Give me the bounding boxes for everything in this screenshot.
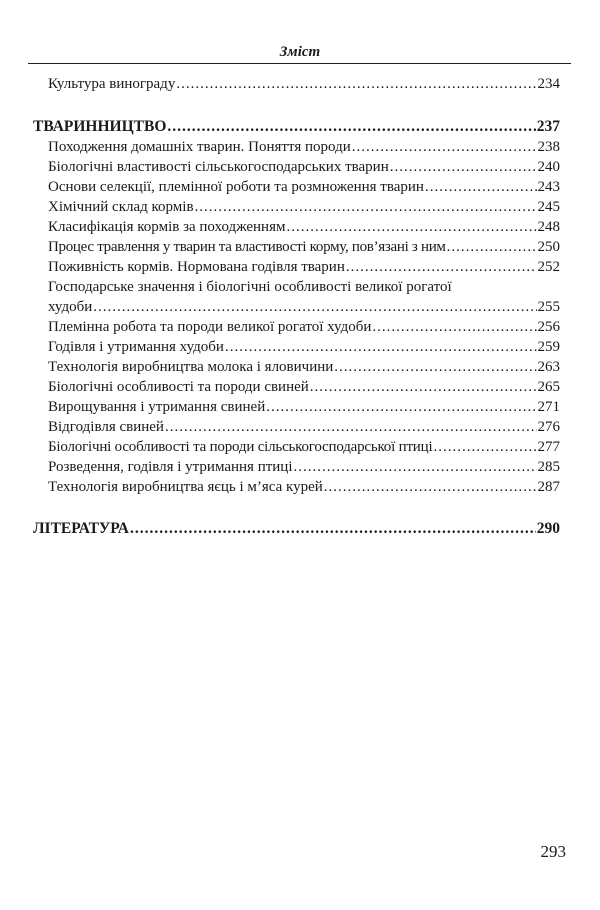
toc-entry-title: Вирощування і утримання свиней [48, 399, 266, 415]
leader-dots [425, 176, 537, 198]
leader-dots [165, 416, 537, 438]
leader-dots [266, 396, 536, 418]
toc-section-page: 237 [536, 118, 560, 135]
toc-section-page: 290 [536, 520, 560, 537]
toc-entry-title: Основи селекції, племінної роботи та розмноження тварин [48, 179, 424, 195]
toc-entry-page: 238 [537, 139, 560, 155]
toc-entry[interactable] [0, 176, 600, 198]
leader-dots [447, 236, 537, 258]
toc-section-references[interactable] [0, 518, 600, 540]
toc-entry-page: 256 [537, 319, 560, 335]
leader-dots [176, 73, 536, 95]
toc-entry-page: 287 [537, 479, 560, 495]
toc-entry[interactable] [0, 216, 600, 238]
toc-section-title: ЛІТЕРАТУРА [33, 520, 129, 537]
toc-entry-page: 243 [537, 179, 560, 195]
toc-entry-page: 277 [537, 439, 560, 455]
toc-entry-title: Біологічні особливості та породи свиней [48, 379, 309, 395]
toc-entry-page: 255 [537, 299, 560, 315]
toc-entry[interactable] [0, 156, 600, 178]
toc-entry-page: 265 [537, 379, 560, 395]
toc-entry-title: Технологія виробництва яєць і м’яса курей [48, 479, 323, 495]
leader-dots [334, 356, 536, 378]
toc-entry-title: Біологічні особливості та породи сільськогосподарської птиці [48, 439, 433, 455]
toc-entry-title-line1[interactable]: Господарське значення і біологічні особливості великої рогатої [48, 279, 452, 295]
toc-entry[interactable] [0, 436, 600, 458]
toc-entry-title: худоби [48, 299, 93, 315]
toc-entry[interactable] [0, 316, 600, 338]
leader-dots [286, 216, 536, 238]
toc-entry[interactable] [0, 73, 600, 95]
leader-dots [130, 518, 536, 540]
toc-entry-page: 271 [537, 399, 560, 415]
leader-dots [195, 196, 537, 218]
toc-entry[interactable] [0, 376, 600, 398]
toc-entry[interactable] [0, 416, 600, 438]
toc-entry-page: 248 [537, 219, 560, 235]
toc-entry-page: 263 [537, 359, 560, 375]
leader-dots [324, 476, 537, 498]
toc-entry[interactable] [0, 336, 600, 358]
leader-dots [372, 316, 536, 338]
toc-entry-title: Процес травлення у тварин та властивості корму, пов’язані з ним [48, 239, 446, 255]
toc-entry-page: 234 [537, 76, 560, 92]
toc-entry[interactable] [0, 456, 600, 478]
toc-entry-page: 245 [537, 199, 560, 215]
toc-entry[interactable] [0, 256, 600, 278]
toc-entry-title: Поживність кормів. Нормована годівля тварин [48, 259, 345, 275]
toc-entry-title: Розведення, годівля і утримання птиці [48, 459, 293, 475]
toc-entry[interactable] [0, 296, 600, 318]
leader-dots [310, 376, 537, 398]
toc-entry-page: 250 [537, 239, 560, 255]
toc-entry-title: Відгодівля свиней [48, 419, 164, 435]
toc-entry-page: 276 [537, 419, 560, 435]
toc-entry[interactable] [0, 196, 600, 218]
page-number: 293 [540, 842, 566, 861]
toc-entry-title: Класифікація кормів за походженням [48, 219, 286, 235]
toc-entry-title: Хімічний склад кормів [48, 199, 194, 215]
toc-section-title: ТВАРИННИЦТВО [33, 118, 167, 135]
toc-entry-title: Походження домашніх тварин. Поняття породи [48, 139, 351, 155]
leader-dots [390, 156, 537, 178]
leader-dots [433, 436, 536, 458]
toc-entry-title: Годівля і утримання худоби [48, 339, 224, 355]
leader-dots [93, 296, 536, 318]
leader-dots [225, 336, 537, 358]
toc-entry-title: Культура винограду [48, 76, 176, 92]
toc-entry[interactable] [0, 396, 600, 418]
toc-entry[interactable] [0, 236, 600, 258]
toc-entry-page: 259 [537, 339, 560, 355]
leader-dots [352, 136, 537, 158]
toc-entry[interactable] [0, 136, 600, 158]
leader-dots [167, 116, 535, 138]
toc-entry[interactable] [0, 476, 600, 498]
toc-section-livestock[interactable] [0, 116, 600, 138]
toc-entry-page: 285 [537, 459, 560, 475]
leader-dots [346, 256, 537, 278]
toc-entry-title: Племінна робота та породи великої рогатої худоби [48, 319, 372, 335]
header-rule [28, 63, 571, 64]
toc-entry-page: 252 [537, 259, 560, 275]
toc-entry-page: 240 [537, 159, 560, 175]
toc-entry-title: Біологічні властивості сільськогосподарських тварин [48, 159, 389, 175]
toc-entry[interactable] [0, 356, 600, 378]
toc-entry-title: Технологія виробництва молока і яловичини [48, 359, 334, 375]
leader-dots [294, 456, 537, 478]
running-title: Зміст [279, 44, 321, 60]
